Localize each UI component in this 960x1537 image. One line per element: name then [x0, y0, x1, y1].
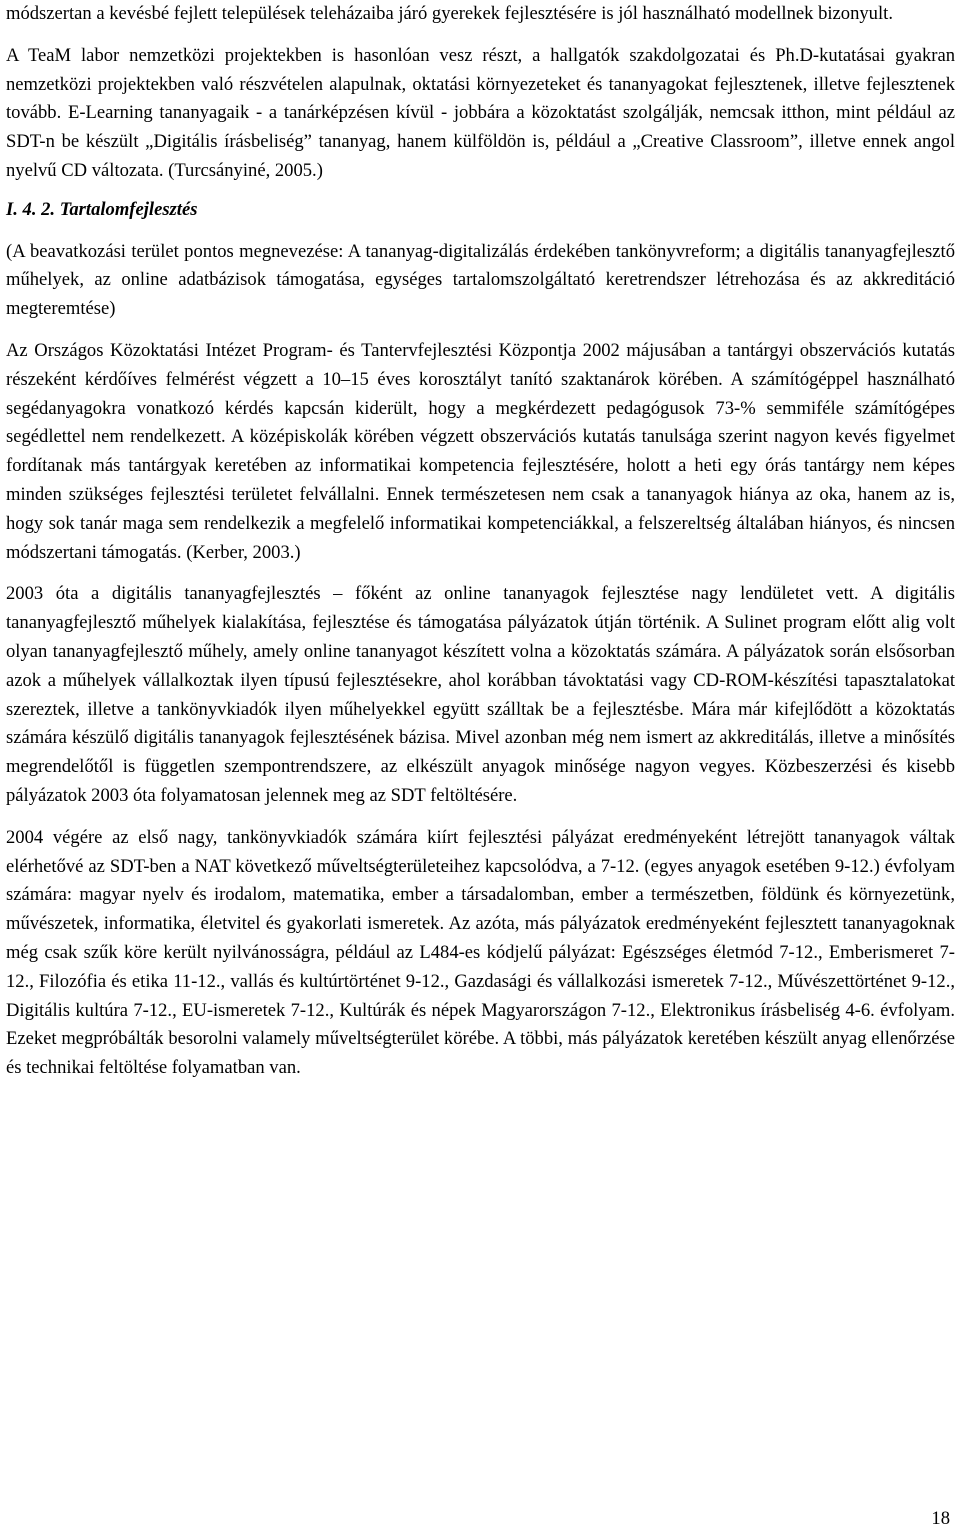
paragraph-oki-survey: Az Országos Közoktatási Intézet Program- és Tantervfejlesztési Központja 2002 májusában a tantárgyi obszervációs kutatás részeként kérdőíves felmérést végzett a 10–15 éves korosztályt tanító szaktanárok körében. A számítógéppel használható segédanyagokra vonatkozó kérdés kapcsán kiderült, hogy a megkérdezett pedagógusok 73-% semmiféle számítógépes segédlettel nem rendelkezett. A középiskolák körében végzett obszervációs kutatás tanulsága szerint nagyon kevés figyelmet fordítanak más tantárgyak keretében az informatikai kompetencia fejlesztésére, holott a heti egy órás tantárgy nem képes minden szükséges fejlesztési területet felvállalni. Ennek természetesen nem csak a tananyagok hiánya az oka, hanem az is, hogy sok tanár maga sem rendelkezik a megfelelő informatikai kompetenciákkal, a felszereltség általában hiányos, és nincsen módszertani támogatás. (Kerber, 2003.) [6, 339, 955, 563]
paragraph-intro: módszertan a kevésbé fejlett települések teleházaiba járó gyerekek fejlesztésére is jól használható modellnek bizonyult. [6, 3, 893, 24]
paragraph-2004-results: 2004 végére az első nagy, tankönyvkiadók számára kiírt fejlesztési pályázat eredményeként létrejött tananyagok váltak elérhetővé az SDT-ben a NAT következő műveltségterületeihez kapcsolódva, a 7-12. (egyes anyagok esetében 9-12.) évfolyam számára: magyar nyelv és irodalom, matematika, ember a társadalomban, ember a természetben, földünk és környezetünk, művészetek, informatika, életvitel és gyakorlati ismeretek. Az azóta, más pályázatok eredményeként fejlesztett tananyagoknak még csak szűk köre került nyilvánosságra, például az L484-es kódjelű pályázat: Egészséges életmód 7-12., Emberismeret 7-12., Filozófia és etika 11-12., vallás és kultúrtörténet 9-12., Gazdasági és vállalkozási ismeretek 7-12., Művészettörténet 9-12., Digitális kultúra 7-12., EU-ismeretek 7-12., Kultúrák és népek Magyarországon 7-12., Elektronikus írásbeliség 4-6. évfolyam. Ezeket megpróbálták besorolni valamely műveltségterület körébe. A többi, más pályázatok keretében készült anyag ellenőrzése és technikai feltöltése folyamatban van. [6, 826, 955, 1079]
page-number: 18 [931, 1508, 950, 1529]
section-heading: I. 4. 2. Tartalomfejlesztés [6, 198, 198, 220]
paragraph-2003-development: 2003 óta a digitális tananyagfejlesztés – főként az online tananyagok fejlesztése nagy lendületet vett. A digitális tananyagfejlesztő műhelyek kialakítása, fejlesztése és támogatása pályázatok útján történik. A Sulinet program előtt alig volt olyan tananyagfejlesztő műhely, amely online tananyagot készített volna a közoktatás számára. A pályázatok során elsősorban azok a műhelyek vállalkoztak ilyen típusú fejlesztésekre, ahol korábban távoktatási vagy CD-ROM-készítési tapasztalatokat szereztek, illetve a tankönyvkiadók ilyen műhelyekkel együtt szálltak be a fejlesztésbe. Mára már kifejlődött a közoktatás számára készülő digitális tananyagok fejlesztésének bázisa. Mivel azonban még nem ismert az akkreditálás, illetve a minősítés megrendelőtől is független szempontrendszere, az elkészült anyagok minősége nagyon vegyes. Közbeszerzési és kisebb pályázatok 2003 óta folyamatosan jelennek meg az SDT feltöltésére. [6, 583, 955, 806]
document-page [6, 0, 955, 1083]
paragraph-intervention-area: (A beavatkozási terület pontos megnevezése: A tananyag-digitalizálás érdekében tankönyvreform; a digitális tananyagfejlesztő műhelyek, az online adatbázisok támogatása, egységes tartalomszolgáltató keretrendszer létrehozása és az akkreditáció megteremtése) [6, 240, 955, 320]
paragraph-team-labor: A TeaM labor nemzetközi projektekben is hasonlóan vesz részt, a hallgatók szakdolgozatai és Ph.D-kutatásai gyakran nemzetközi projektekben való részvételen alapulnak, oktatási környezeteket és tananyagokat fejlesztenek, illetve fejlesztenek tovább. E-Learning tananyagaik - a tanárképzésen kívül - jobbára a közoktatást szolgálják, nemcsak itthon, mint például az SDT-n be készült „Digitális írásbeliség” tananyag, hanem külföldön is, például a „Creative Classroom”, illetve ennek angol nyelvű CD változata. (Turcsányiné, 2005.) [6, 44, 955, 181]
